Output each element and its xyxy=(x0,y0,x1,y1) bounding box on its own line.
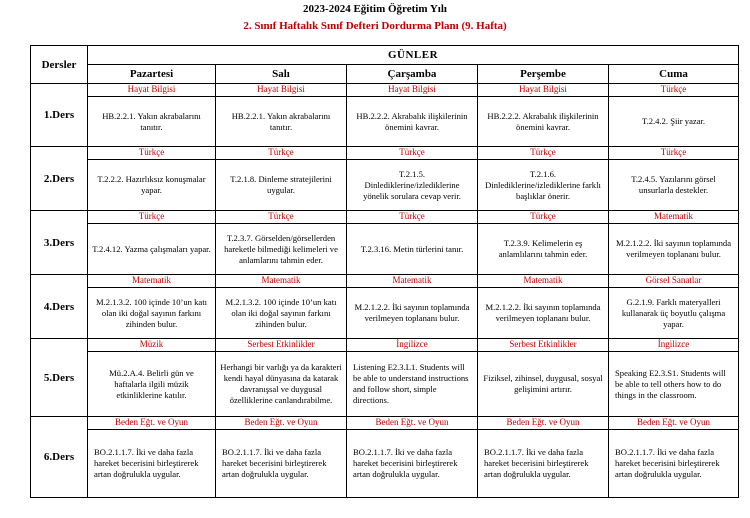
lesson-cell-tuesday xyxy=(216,339,347,417)
lesson-cell-monday xyxy=(88,84,216,147)
year-title: 2023-2024 Eğitim Öğretim Yılı xyxy=(303,3,447,15)
lesson-cell-wednesday xyxy=(347,417,478,498)
learning-outcome-text: T.2.3.7. Görselden/görsellerden hareketle bilmediği kelimeleri ve anlamlarını tahmin eder. xyxy=(224,232,338,265)
lesson-row xyxy=(31,339,739,417)
learning-outcome-text: T.2.3.16. Metin türlerini tanır. xyxy=(360,243,464,254)
subject-name: Hayat Bilgisi xyxy=(347,84,477,97)
learning-outcome-text: Fiziksel, zihinsel, duygusal, sosyal gelişimini artırır. xyxy=(483,373,603,394)
lesson-cell-tuesday xyxy=(216,417,347,498)
lesson-cell-tuesday xyxy=(216,275,347,339)
gunler-header: GÜNLER xyxy=(88,46,739,65)
subject-name: İngilizce xyxy=(609,339,738,352)
learning-outcome-text: Speaking E2.3.S1. Students will be able to tell others how to do things in the classroom. xyxy=(615,367,726,400)
lesson-cell-friday xyxy=(609,147,739,211)
learning-outcome-text: T.2.2.2. Hazırlıksız konuşmalar yapar. xyxy=(97,174,206,195)
subject-name: Beden Eğt. ve Oyun xyxy=(347,417,477,430)
lesson-row xyxy=(31,147,739,211)
lesson-cell-monday xyxy=(88,211,216,275)
lesson-cell-thursday xyxy=(478,275,609,339)
learning-outcome-text: HB.2.2.1. Yakın akrabalarını tanıtır. xyxy=(231,110,331,132)
lesson-cell-monday xyxy=(88,339,216,417)
learning-outcome-text: BO.2.1.1.7. İki ve daha fazla hareket becerisini birleştirerek artan doğrulukla uygular. xyxy=(222,447,327,479)
subject-name: Türkçe xyxy=(347,147,477,160)
learning-outcome-text: T.2.1.5. Dinlediklerine/izlediklerine yönelik sorulara cevap verir. xyxy=(363,168,461,201)
lesson-cell-tuesday xyxy=(216,84,347,147)
day-header-monday: Pazartesi xyxy=(88,65,216,84)
day-header-wednesday: Çarşamba xyxy=(347,65,478,84)
learning-outcome-text: HB.2.2.2. Akrabalık ilişkilerinin önemini kavrar. xyxy=(487,110,599,132)
lesson-cell-friday xyxy=(609,211,739,275)
learning-outcome-text: M.2.1.3.2. 100 içinde 10’un katı olan iki doğal sayının farkını zihinden bulur. xyxy=(96,296,207,329)
learning-outcome-text: M.2.1.2.2. İki sayının toplamında verilmeyen toplananı bulur. xyxy=(485,302,601,323)
subject-name: Beden Eğt. ve Oyun xyxy=(609,417,738,430)
lesson-cell-friday xyxy=(609,417,739,498)
lesson-cell-monday xyxy=(88,417,216,498)
lesson-row xyxy=(31,211,739,275)
lesson-cell-friday xyxy=(609,84,739,147)
lesson-cell-thursday xyxy=(478,417,609,498)
subject-name: Müzik xyxy=(88,339,215,352)
lesson-row xyxy=(31,417,739,498)
subject-name: İngilizce xyxy=(347,339,477,352)
learning-outcome-text: BO.2.1.1.7. İki ve daha fazla hareket becerisini birleştirerek artan doğrulukla uygular. xyxy=(615,447,720,479)
lesson-label: 1.Ders xyxy=(31,84,88,147)
day-header-thursday: Perşembe xyxy=(478,65,609,84)
day-header-tuesday: Salı xyxy=(216,65,347,84)
subject-name: Serbest Etkinlikler xyxy=(216,339,346,352)
day-header-friday: Cuma xyxy=(609,65,739,84)
subject-name: Matematik xyxy=(216,275,346,288)
lesson-cell-friday xyxy=(609,275,739,339)
subject-name: Beden Eğt. ve Oyun xyxy=(216,417,346,430)
lesson-cell-wednesday xyxy=(347,147,478,211)
subject-name: Türkçe xyxy=(609,147,738,160)
learning-outcome-text: T.2.1.8. Dinleme stratejilerini uygular. xyxy=(230,174,332,195)
lesson-label: 2.Ders xyxy=(31,147,88,211)
lesson-cell-wednesday xyxy=(347,275,478,339)
subject-name: Türkçe xyxy=(88,147,215,160)
lesson-cell-wednesday xyxy=(347,84,478,147)
learning-outcome-text: Mü.2.A.4. Belirli gün ve haftalarla ilgili müzik etkinliklerine katılır. xyxy=(109,367,194,400)
learning-outcome-text: Herhangi bir varlığı ya da karakteri kendi hayal dünyasına da katarak davranışsal ve duygusal özelliklerine canlandırabilme. xyxy=(220,362,342,405)
subject-name: Matematik xyxy=(478,275,608,288)
lesson-cell-monday xyxy=(88,275,216,339)
learning-outcome-text: T.2.4.2. Şiir yazar. xyxy=(641,116,706,126)
subject-name: Hayat Bilgisi xyxy=(478,84,608,97)
subject-name: Matematik xyxy=(88,275,215,288)
subject-name: Serbest Etkinlikler xyxy=(478,339,608,352)
lesson-label: 4.Ders xyxy=(31,275,88,339)
learning-outcome-text: M.2.1.2.2. İki sayının toplamında verilmeyen toplananı bulur. xyxy=(354,302,470,323)
subject-name: Beden Eğt. ve Oyun xyxy=(478,417,608,430)
lesson-cell-tuesday xyxy=(216,147,347,211)
lesson-row xyxy=(31,84,739,147)
learning-outcome-text: Listening E2.3.L1. Students will be able to understand instructions and follow short, simple directions. xyxy=(353,362,469,405)
lesson-cell-thursday xyxy=(478,84,609,147)
subject-name: Türkçe xyxy=(88,211,215,224)
learning-outcome-text: BO.2.1.1.7. İki ve daha fazla hareket becerisini birleştirerek artan doğrulukla uygular. xyxy=(484,447,589,479)
lesson-cell-friday xyxy=(609,339,739,417)
subject-name: Beden Eğt. ve Oyun xyxy=(88,417,215,430)
subject-name: Türkçe xyxy=(347,211,477,224)
subject-name: Türkçe xyxy=(216,211,346,224)
lesson-cell-wednesday xyxy=(347,211,478,275)
subject-name: Görsel Sanatlar xyxy=(609,275,738,288)
lesson-label: 3.Ders xyxy=(31,211,88,275)
learning-outcome-text: BO.2.1.1.7. İki ve daha fazla hareket becerisini birleştirerek artan doğrulukla uygular. xyxy=(94,447,199,479)
learning-outcome-text: T.2.3.9. Kelimelerin eş anlamlılarını tahmin eder. xyxy=(498,238,588,259)
learning-outcome-text: T.2.4.5. Yazılarını görsel unsurlarla destekler. xyxy=(631,174,716,195)
learning-outcome-text: G.2.1.9. Farklı materyalleri kullanarak üç boyutlu çalışma yapar. xyxy=(621,296,726,329)
lesson-label: 6.Ders xyxy=(31,417,88,498)
weekly-plan-table xyxy=(30,45,739,498)
plan-title: 2. Sınıf Haftalık Sınıf Defteri Dordurma Planı (9. Hafta) xyxy=(243,20,507,32)
lesson-cell-thursday xyxy=(478,339,609,417)
subject-name: Matematik xyxy=(347,275,477,288)
lesson-cell-thursday xyxy=(478,147,609,211)
lesson-row xyxy=(31,275,739,339)
subject-name: Hayat Bilgisi xyxy=(88,84,215,97)
lesson-label: 5.Ders xyxy=(31,339,88,417)
learning-outcome-text: T.2.4.12. Yazma çalışmaları yapar. xyxy=(92,243,211,254)
learning-outcome-text: M.2.1.3.2. 100 içinde 10’un katı olan iki doğal sayının farkını zihinden bulur. xyxy=(225,296,337,329)
subject-name: Matematik xyxy=(609,211,738,224)
dersler-header: Dersler xyxy=(31,46,88,84)
learning-outcome-text: HB.2.2.2. Akrabalık ilişkilerinin önemini kavrar. xyxy=(356,110,468,132)
lesson-cell-thursday xyxy=(478,211,609,275)
learning-outcome-text: HB.2.2.1. Yakın akrabalarını tanıtır. xyxy=(102,110,201,132)
subject-name: Hayat Bilgisi xyxy=(216,84,346,97)
subject-name: Türkçe xyxy=(478,147,608,160)
learning-outcome-text: M.2.1.2.2. İki sayının toplamında verilmeyen toplananı bulur. xyxy=(615,238,732,259)
plan-body xyxy=(31,84,739,498)
learning-outcome-text: BO.2.1.1.7. İki ve daha fazla hareket becerisini birleştirerek artan doğrulukla uygular. xyxy=(353,447,458,479)
subject-name: Türkçe xyxy=(478,211,608,224)
subject-name: Türkçe xyxy=(609,84,738,97)
lesson-cell-tuesday xyxy=(216,211,347,275)
lesson-cell-wednesday xyxy=(347,339,478,417)
lesson-cell-monday xyxy=(88,147,216,211)
learning-outcome-text: T.2.1.6. Dinlediklerine/izlediklerine farklı başlıklar önerir. xyxy=(485,168,601,201)
subject-name: Türkçe xyxy=(216,147,346,160)
